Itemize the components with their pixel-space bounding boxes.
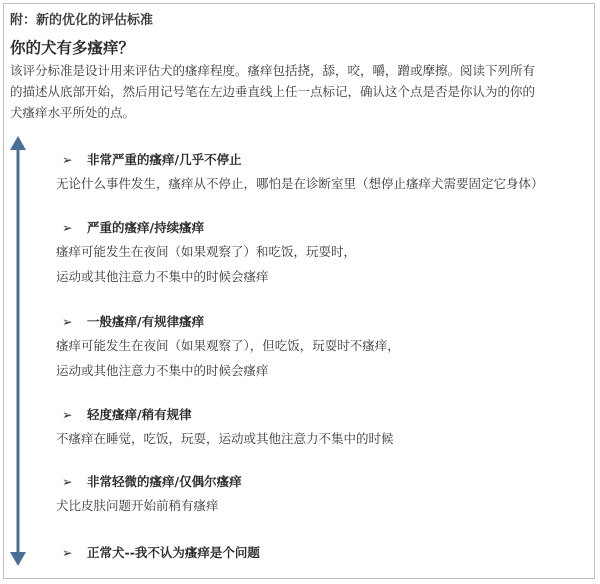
level-heading (62, 472, 242, 490)
intro-line: 犬瘙痒水平所处的点。 (10, 105, 136, 120)
level-heading (62, 312, 204, 330)
level-heading (62, 543, 260, 561)
description-line: 瘙痒可能发生在夜间（如果观察了），但吃饭，玩耍时不瘙痒， (56, 338, 400, 353)
appendix-label: 附：新的优化的评估标准 (10, 13, 154, 28)
level-heading-text: 严重的瘙痒/持续瘙痒 (87, 220, 205, 235)
intro-line: 的描述从底部开始，然后用记号笔在左边垂直线上任一点标记，确认这个点是否是你认为的你的 (10, 84, 536, 99)
description-line: 无论什么事件发生，瘙痒从不停止，哪怕是在诊断室里（想停止瘙痒犬需要固定它身体） (56, 176, 544, 191)
description-line: 运动或其他注意力不集中的时候会瘙痒 (56, 269, 269, 284)
level-heading (62, 218, 204, 236)
level-heading-text: 轻度瘙痒/稍有规律 (87, 407, 192, 422)
level-heading-text: 一般瘙痒/有规律瘙痒 (87, 314, 205, 329)
bullet-arrow-icon: ➢ (62, 407, 73, 422)
bullet-arrow-icon: ➢ (62, 152, 73, 167)
level-heading (62, 405, 192, 423)
itch-scale-double-arrow-icon[interactable] (9, 136, 27, 566)
description-line: 不瘙痒在睡觉，吃饭，玩耍，运动或其他注意力不集中的时候 (56, 431, 394, 446)
level-description (56, 493, 596, 518)
level-heading-text: 非常严重的瘙痒/几乎不停止 (87, 152, 242, 167)
description-line: 犬比皮肤问题开始前稍有瘙痒 (56, 498, 219, 513)
level-heading-text: 非常轻微的瘙痒/仅偶尔瘙痒 (87, 474, 242, 489)
description-line: 瘙痒可能发生在夜间（如果观察了）和吃饭，玩耍时， (56, 244, 357, 259)
level-description (56, 239, 596, 289)
bullet-arrow-icon: ➢ (62, 545, 73, 560)
level-description (56, 426, 596, 451)
bullet-arrow-icon: ➢ (62, 314, 73, 329)
level-heading (62, 150, 242, 168)
bullet-arrow-icon: ➢ (62, 474, 73, 489)
intro-line: 该评分标准是设计用来评估犬的瘙痒程度。瘙痒包括挠，舔，咬，嚼，蹭或摩擦。阅读下列所有 (10, 63, 536, 78)
level-description (56, 171, 596, 196)
page-title: 你的犬有多瘙痒？ (10, 39, 135, 57)
level-description (56, 333, 596, 383)
bullet-arrow-icon: ➢ (62, 220, 73, 235)
description-line: 运动或其他注意力不集中的时候会瘙痒 (56, 363, 269, 378)
intro-paragraph (10, 60, 590, 123)
level-heading-text: 正常犬--我不认为瘙痒是个问题 (87, 545, 260, 560)
